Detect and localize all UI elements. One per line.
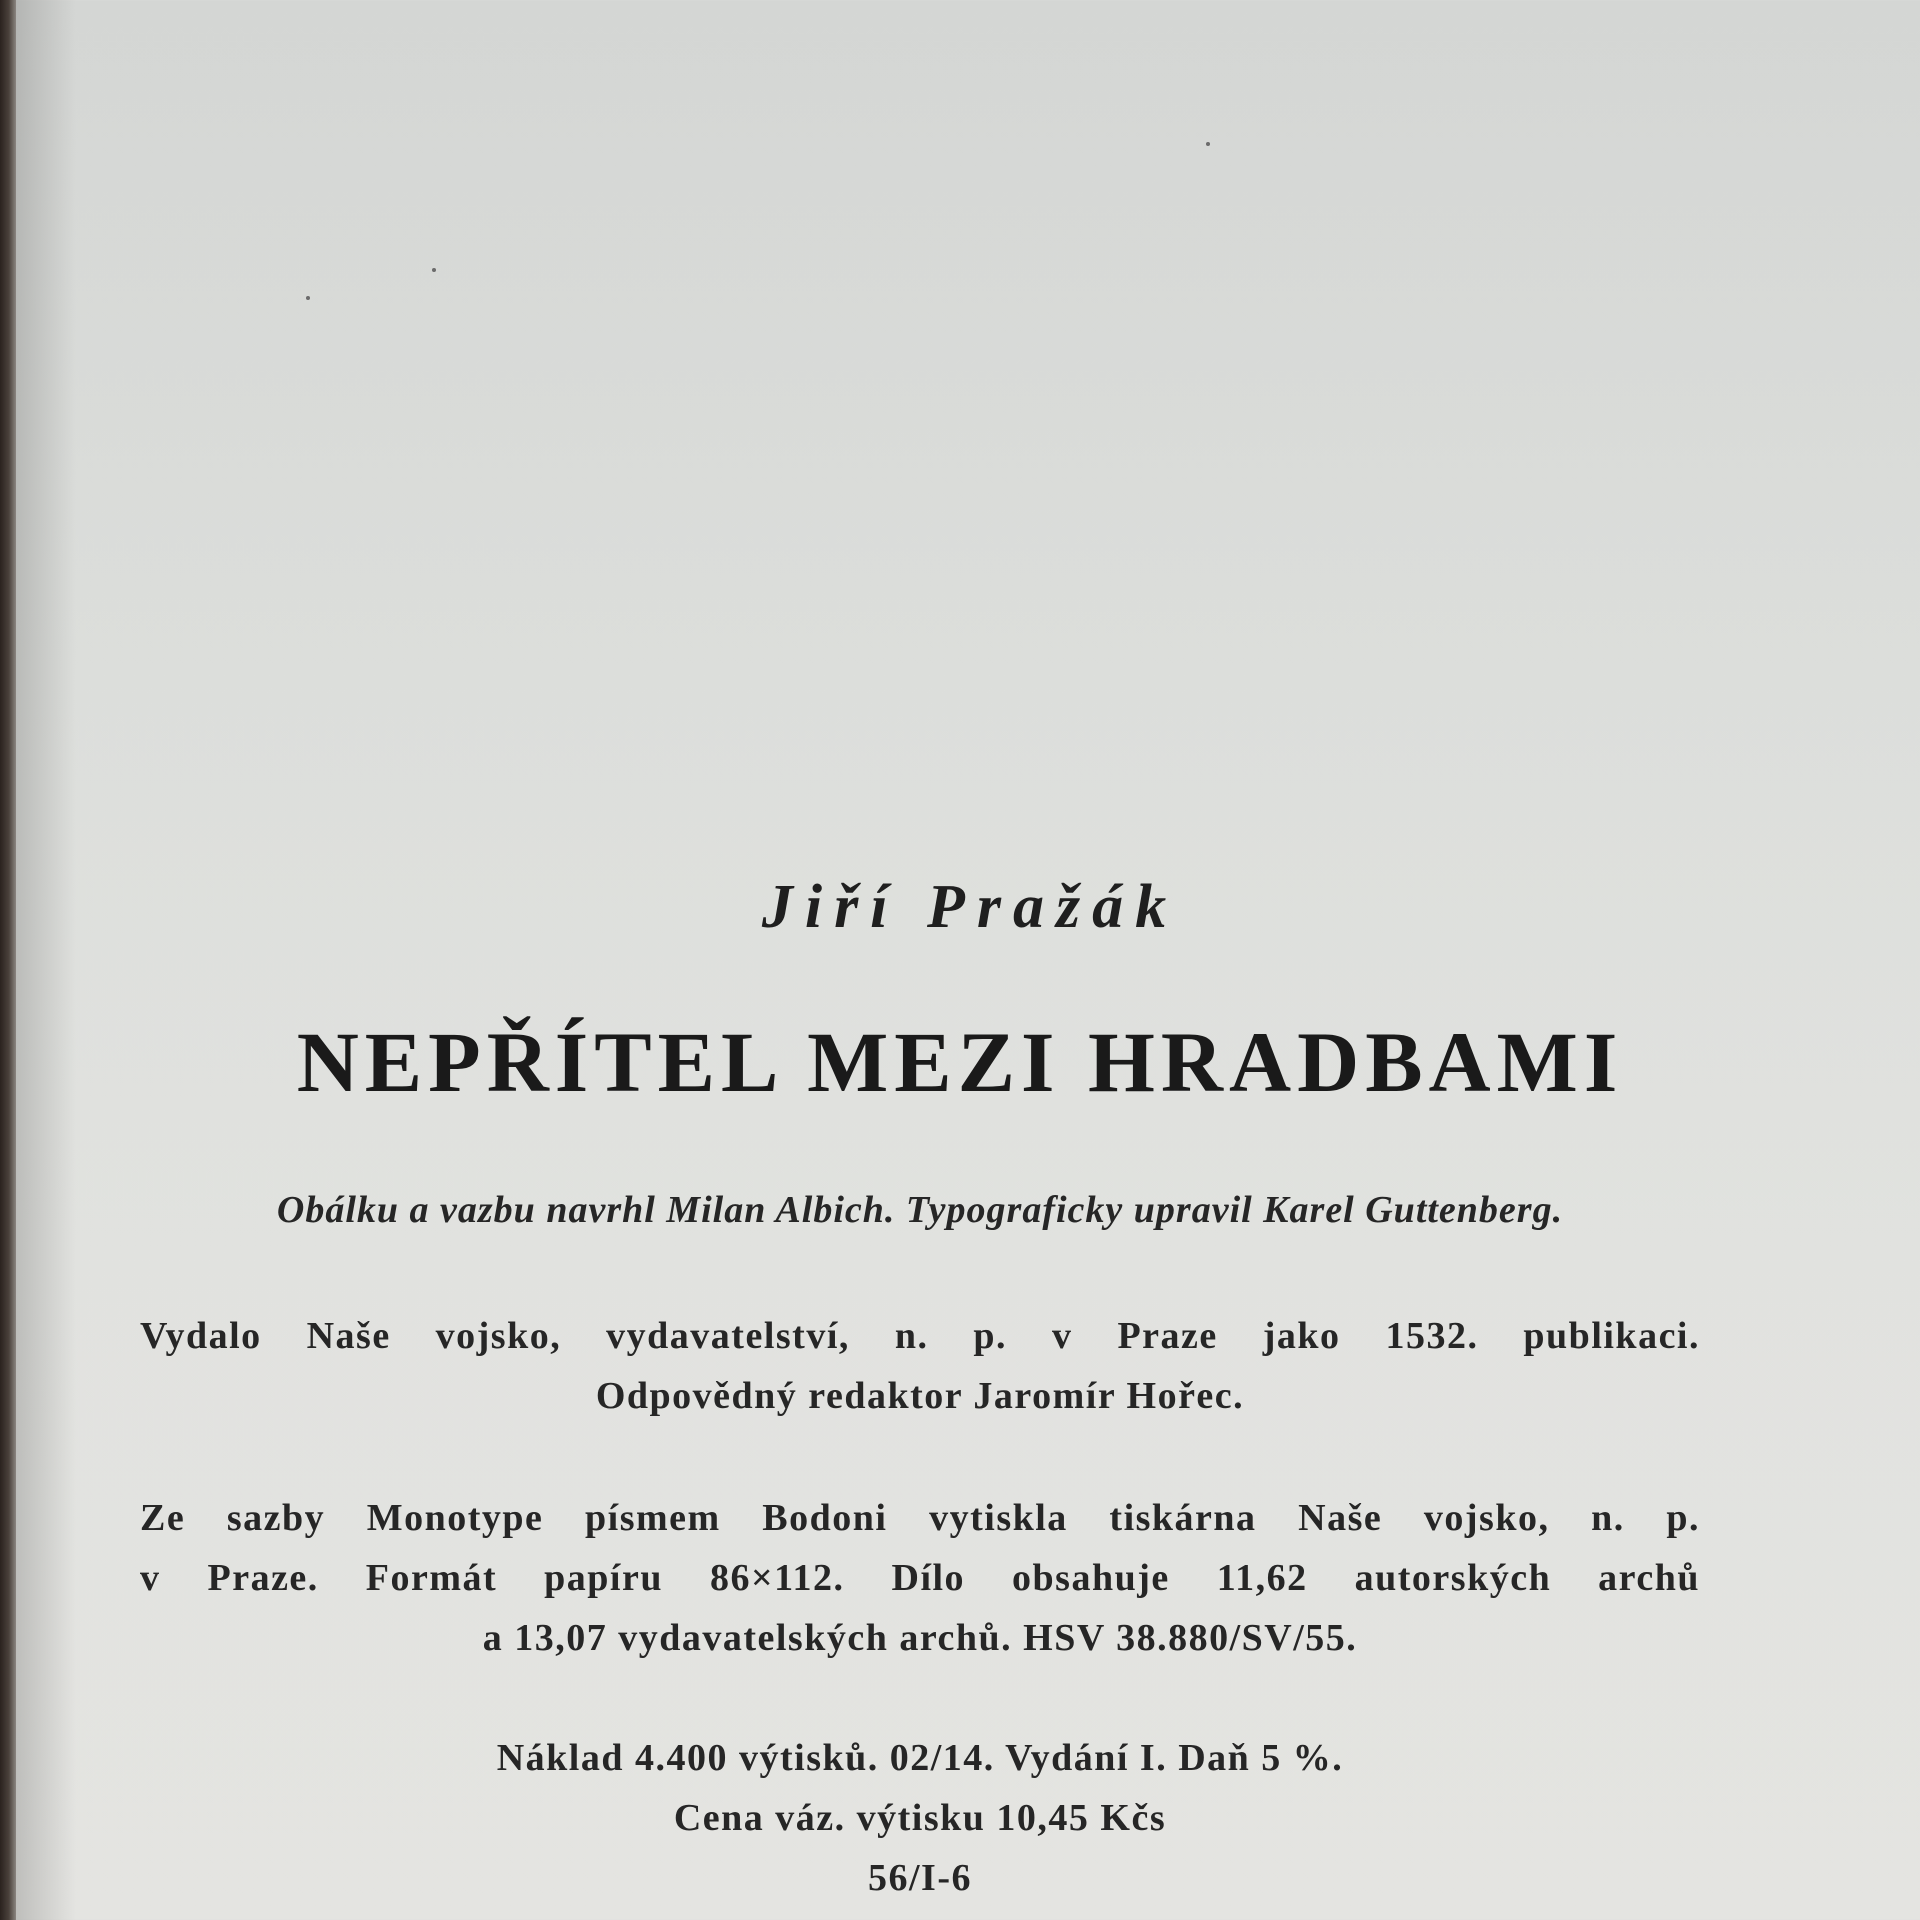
printing-info <box>140 1488 1700 1668</box>
design-credits: Obálku a vazbu navrhl Milan Albich. Typograficky upravil Karel Guttenberg. <box>276 1189 1564 1231</box>
book-title: NEPŘÍTEL MEZI HRADBAMI <box>296 1014 1624 1110</box>
printing-line: a 13,07 vydavatelských archů. HSV 38.880/SV/55. <box>482 1617 1358 1659</box>
book-binding-edge <box>0 0 16 1920</box>
publisher-line: Vydalo Naše vojsko, vydavatelství, n. p. v Praze jako 1532. publikaci. <box>140 1315 1700 1357</box>
page-gutter-shadow <box>16 0 76 1920</box>
paper-speck <box>432 268 436 272</box>
edition-info <box>140 1728 1700 1908</box>
paper-speck <box>306 296 310 300</box>
printing-line: v Praze. Formát papíru 86×112. Dílo obsahuje 11,62 autorských archů <box>140 1557 1700 1599</box>
price-line: Cena váz. výtisku 10,45 Kčs <box>673 1797 1167 1839</box>
author-name: Jiří Pražák <box>761 873 1179 941</box>
paper-speck <box>1206 142 1210 146</box>
editor-line: Odpovědný redaktor Jaromír Hořec. <box>595 1375 1245 1417</box>
printing-line: Ze sazby Monotype písmem Bodoni vytiskla tiskárna Naše vojsko, n. p. <box>140 1497 1700 1539</box>
print-run-line: Náklad 4.400 výtisků. 02/14. Vydání I. Daň 5 %. <box>496 1737 1344 1779</box>
catalog-code: 56/I-6 <box>868 1857 972 1899</box>
publisher-info <box>140 1306 1700 1426</box>
